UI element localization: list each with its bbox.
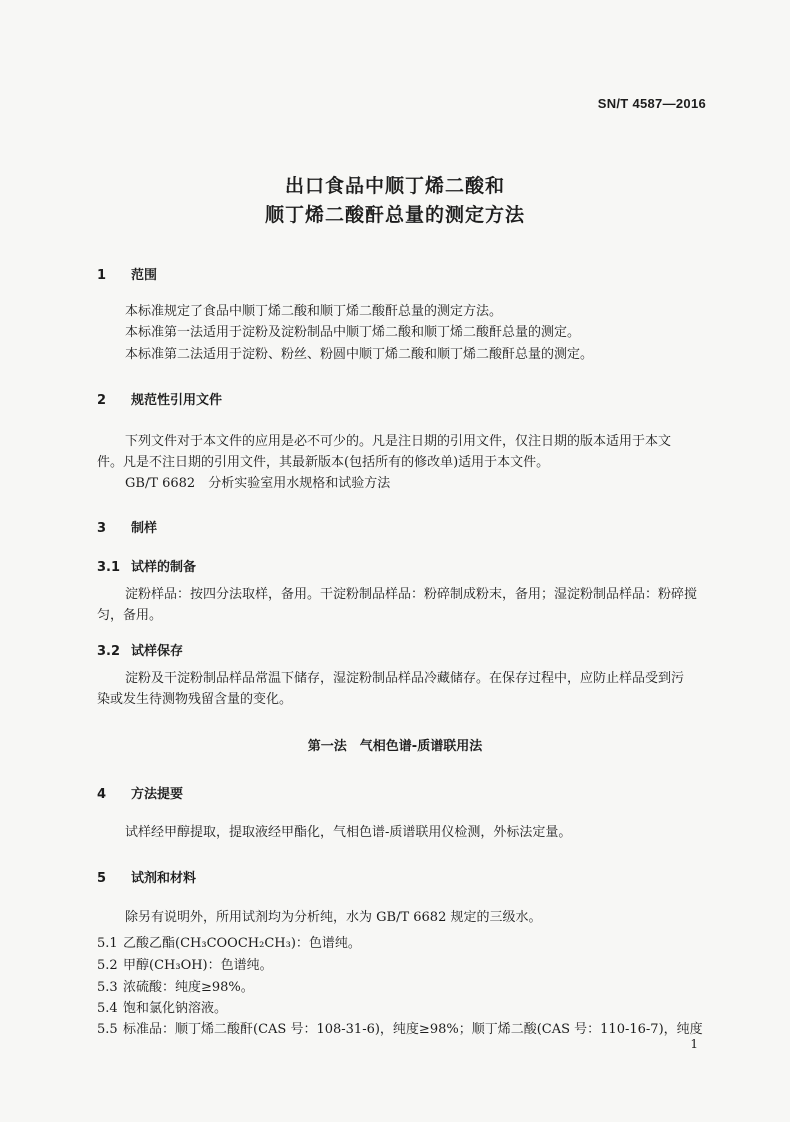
item-number: 5.1 xyxy=(97,936,118,951)
item-text: 乙酸乙酯(CH₃COOCH₂CH₃)：色谱纯。 xyxy=(123,936,361,951)
item-number: 5.5 xyxy=(97,1022,118,1037)
item-text: 饱和氯化钠溶液。 xyxy=(123,1001,228,1016)
section-2-heading xyxy=(97,389,222,408)
section-number: 2 xyxy=(97,393,107,408)
list-item xyxy=(97,1018,703,1037)
subsection-title: 试样保存 xyxy=(131,644,184,659)
subsection-3-2-heading xyxy=(97,640,183,659)
section-title: 试剂和材料 xyxy=(131,871,197,886)
list-item xyxy=(97,932,361,951)
section-title: 范围 xyxy=(131,268,158,283)
list-item xyxy=(97,976,254,995)
paragraph: 试样经甲醇提取，提取液经甲酯化，气相色谱-质谱联用仪检测，外标法定量。 xyxy=(125,825,572,840)
section-1-heading xyxy=(97,264,157,283)
section-number: 3 xyxy=(97,521,107,536)
section-5-heading xyxy=(97,867,196,886)
method-heading: 第一法 气相色谱-质谱联用法 xyxy=(307,739,483,754)
title-line-1: 出口食品中顺丁烯二酸和 xyxy=(284,175,505,197)
item-text: 浓硫酸：纯度≥98%。 xyxy=(123,980,254,995)
section-title: 规范性引用文件 xyxy=(131,393,223,408)
item-number: 5.4 xyxy=(97,1001,118,1016)
title-line-2: 顺丁烯二酸酐总量的测定方法 xyxy=(264,204,525,226)
paragraph: 件。凡是不注日期的引用文件，其最新版本(包括所有的修改单)适用于本文件。 xyxy=(97,455,550,470)
item-number: 5.3 xyxy=(97,980,118,995)
subsection-title: 试样的制备 xyxy=(131,560,197,575)
paragraph: 本标准规定了食品中顺丁烯二酸和顺丁烯二酸酐总量的测定方法。 xyxy=(125,304,503,319)
paragraph: 除另有说明外，所用试剂均为分析纯，水为 GB/T 6682 规定的三级水。 xyxy=(125,910,542,925)
list-item xyxy=(97,997,227,1016)
subsection-number: 3.1 xyxy=(97,560,121,575)
subsection-3-1-heading xyxy=(97,556,196,575)
paragraph: 本标准第二法适用于淀粉、粉丝、粉圆中顺丁烯二酸和顺丁烯二酸酐总量的测定。 xyxy=(125,347,594,362)
paragraph: 本标准第一法适用于淀粉及淀粉制品中顺丁烯二酸和顺丁烯二酸酐总量的测定。 xyxy=(125,325,581,340)
paragraph: 淀粉及干淀粉制品样品常温下储存，湿淀粉制品样品冷藏储存。在保存过程中，应防止样品受到污 xyxy=(125,671,685,686)
standard-number: SN/T 4587—2016 xyxy=(597,96,706,111)
section-title: 制样 xyxy=(131,521,158,536)
subsection-number: 3.2 xyxy=(97,644,121,659)
section-title: 方法提要 xyxy=(131,787,184,802)
item-number: 5.2 xyxy=(97,958,118,973)
paragraph: 染或发生待测物残留含量的变化。 xyxy=(97,692,293,707)
section-3-heading xyxy=(97,517,157,536)
section-number: 5 xyxy=(97,871,107,886)
normative-reference: GB/T 6682 分析实验室用水规格和试验方法 xyxy=(125,476,391,491)
section-number: 1 xyxy=(97,268,107,283)
list-item xyxy=(97,954,273,973)
page-number: 1 xyxy=(690,1037,698,1051)
paragraph: 淀粉样品：按四分法取样，备用。干淀粉制品样品：粉碎制成粉末，备用；湿淀粉制品样品：粉碎搅 xyxy=(125,587,698,602)
section-number: 4 xyxy=(97,787,107,802)
item-text: 甲醇(CH₃OH)：色谱纯。 xyxy=(123,958,273,973)
paragraph: 匀，备用。 xyxy=(97,608,163,623)
section-4-heading xyxy=(97,783,183,802)
item-text: 标准品：顺丁烯二酸酐(CAS 号：108-31-6)，纯度≥98%；顺丁烯二酸(CAS 号：110-16-7)，纯度 xyxy=(123,1022,703,1037)
paragraph: 下列文件对于本文件的应用是必不可少的。凡是注日期的引用文件，仅注日期的版本适用于本文 xyxy=(125,434,672,449)
